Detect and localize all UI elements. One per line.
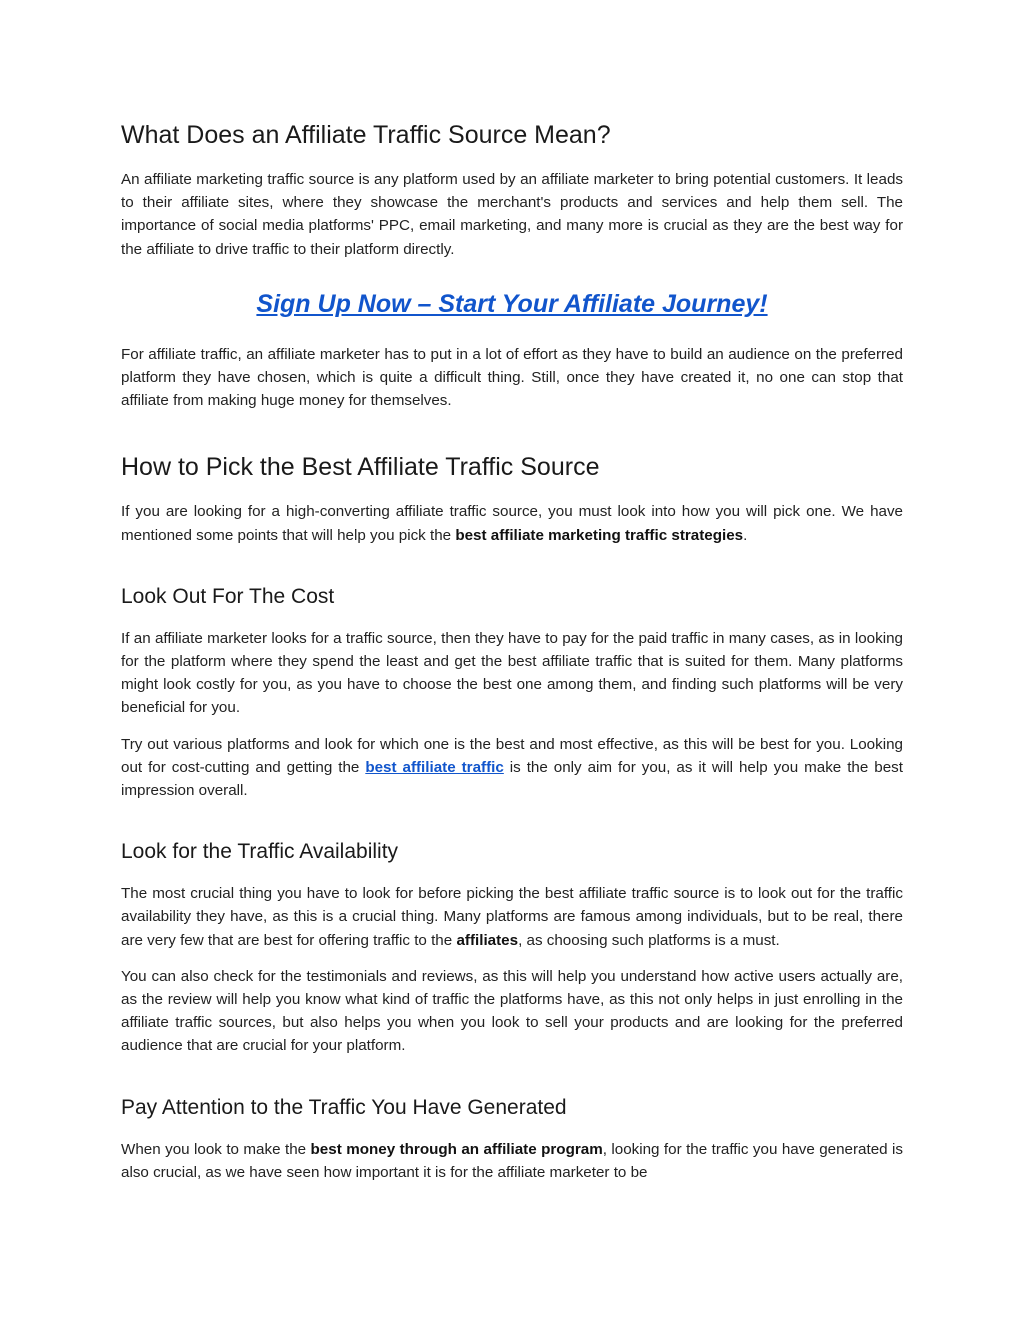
paragraph-traffic-generated [121,1138,903,1184]
text-run: The most crucial thing you have to look for before picking the best affiliate traffic source is to look out for the traffic availability they have, as this is a crucial thing. Many platforms are famous among individuals, but to be real, there are very few that are best for offering traffic to the [121,885,903,949]
paragraph-availability-1 [121,882,903,952]
paragraph-availability-2: You can also check for the testimonials and reviews, as this will help you understand how active users actually are, as the review will help you know what kind of traffic the platforms have, as this not only helps in just enrolling in the affiliate traffic sources, but also helps you when you look to sell your products and are looking for the preferred audience that are crucial for your platform. [121,967,903,1055]
cta-container [121,287,903,321]
best-affiliate-traffic-link[interactable]: best affiliate traffic [365,758,504,776]
paragraph-traffic-source-definition: An affiliate marketing traffic source is any platform used by an affiliate marketer to bring potential customers. It leads to their affiliate sites, where they showcase the merchant's products and services and help them sell. The importance of social media platforms' PPC, email marketing, and many more is crucial as they are the best way for the affiliate to drive traffic to their platform directly. [121,171,903,258]
paragraph-building-audience: For affiliate traffic, an affiliate marketer has to put in a lot of effort as they have to build an audience on the preferred platform they have chosen, which is quite a difficult thing. Still, once they have created it, no one can stop that affiliate from making huge money for themselves. [121,345,903,410]
bold-word-affiliates: affiliates [456,931,519,949]
sign-up-link[interactable]: Sign Up Now – Start Your Affiliate Journey! [256,289,768,318]
bold-phrase-best-money: best money through an affiliate program [310,1140,603,1158]
section-heading-how-to-pick: How to Pick the Best Affiliate Traffic Source [121,453,600,482]
paragraph-how-to-pick [121,500,903,546]
text-run: , as choosing such platforms is a must. [518,931,780,949]
paragraph-cost-1: If an affiliate marketer looks for a traffic source, then they have to pay for the paid traffic in many cases, as in looking for the platform where they spend the least and get the best affiliate traffic that is suited for them. Many platforms might look costly for you, as you have to choose the best one among them, and finding such platforms will be very beneficial for you. [121,629,903,717]
text-run: is the only aim for you, as it will help you make the best impression overall. [121,758,903,800]
text-run: When you look to make the [121,1140,311,1158]
document-page [121,118,903,1184]
paragraph-cost-2 [121,733,903,803]
text-run: If you are looking for a high-converting affiliate traffic source, you must look into how you will pick one. We have mentioned some points that will help you pick the [121,503,903,544]
bold-phrase-strategies: best affiliate marketing traffic strategies [455,526,744,544]
subheading-traffic-generated: Pay Attention to the Traffic You Have Generated [121,1095,567,1119]
text-run: Try out various platforms and look for which one is the best and most effective, as this will be best for you. Looking out for cost-cutting and getting the [121,735,903,776]
subheading-look-out-for-cost: Look Out For The Cost [121,584,335,608]
section-heading-what-is-traffic-source: What Does an Affiliate Traffic Source Mean? [121,121,611,149]
text-run: , looking for the traffic you have generated is also crucial, as we have seen how important it is for the affiliate marketer to be [121,1140,903,1181]
subheading-traffic-availability: Look for the Traffic Availability [121,840,399,864]
text-run: . [743,526,748,544]
